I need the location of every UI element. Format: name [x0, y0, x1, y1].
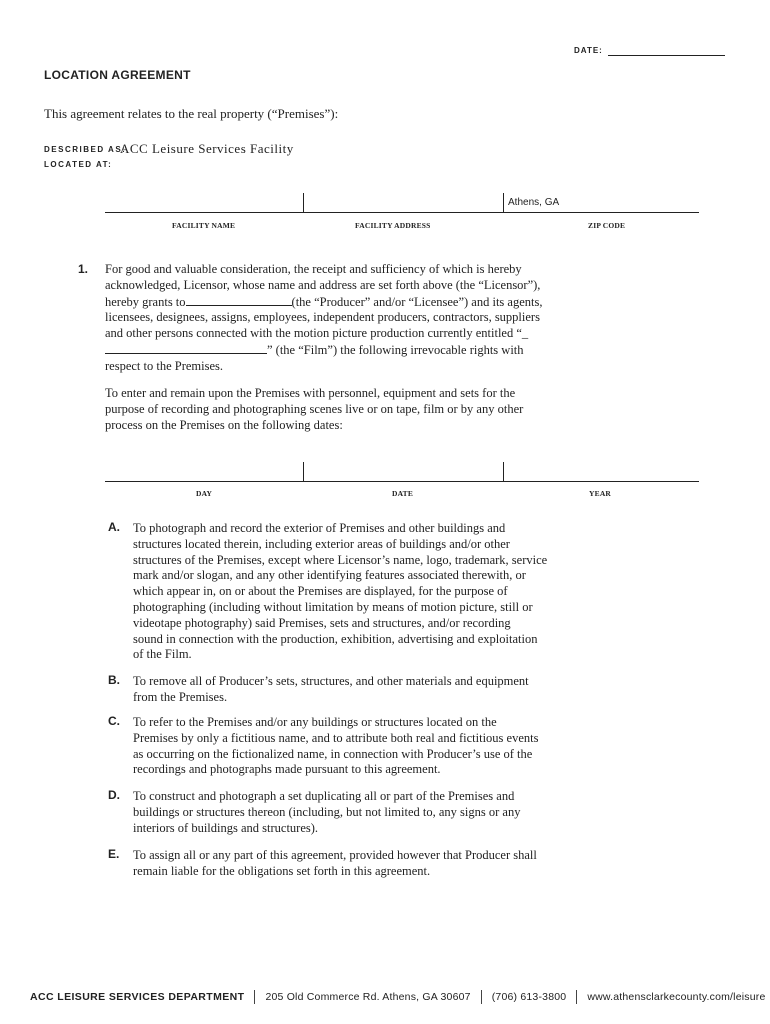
film-text: ” (the “Film”) the following irrevocable rights with [267, 342, 524, 357]
grants-text: hereby grants to [105, 294, 186, 309]
date-field-line[interactable] [608, 55, 725, 56]
item-line: To refer to the Premises and/or any buildings or structures located on the [133, 715, 497, 729]
paragraph-2-line: process on the Premises on the following dates: [105, 417, 343, 432]
zip-code-label: ZIP CODE [588, 221, 626, 230]
item-line: Premises by only a fictitious name, and to attribute both real and fictitious events [133, 730, 539, 745]
facility-city-value: Athens, GA [508, 197, 560, 208]
item-c-text [133, 715, 538, 778]
item-line: sound in connection with the production, exhibition, advertising and exploitation [133, 631, 538, 646]
producer-blank[interactable] [186, 294, 292, 306]
item-line: To remove all of Producer’s sets, structures, and other materials and equipment [133, 674, 529, 688]
footer [30, 990, 766, 1004]
footer-separator [254, 990, 255, 1004]
section-1-text [105, 262, 605, 375]
dates-line[interactable] [105, 481, 699, 482]
footer-address: 205 Old Commerce Rd. Athens, GA 30607 [265, 990, 471, 1003]
date-label: DATE: [574, 46, 603, 55]
item-line: To photograph and record the exterior of Premises and other buildings and [133, 521, 506, 535]
section-1-number: 1. [78, 262, 89, 276]
year-label: YEAR [589, 489, 612, 498]
item-line: recordings and photographs made pursuant to this agreement. [133, 762, 441, 777]
dates-divider-2 [503, 462, 504, 482]
item-a-letter: A. [108, 520, 120, 534]
item-line: photographing (including without limitation by means of motion picture, still or [133, 599, 533, 614]
footer-separator [481, 990, 482, 1004]
page-title: LOCATION AGREEMENT [44, 68, 191, 82]
facility-divider-2 [503, 193, 504, 213]
paragraph-2-line: To enter and remain upon the Premises with personnel, equipment and sets for the [105, 386, 516, 400]
item-line: mark and/or slogan, and any other identifying features associated therewith, or [133, 568, 526, 583]
item-line: videotape photography) said Premises, sets and structures, and/or recording [133, 615, 511, 630]
paragraph-2-line: purpose of recording and photographing scenes live or on tape, film or by any other [105, 401, 524, 416]
day-label: DAY [196, 489, 213, 498]
item-d-text [133, 789, 520, 836]
facility-address-label: FACILITY ADDRESS [355, 221, 431, 230]
section-1-line: acknowledged, Licensor, whose name and address are set forth above (the “Licensor”), [105, 277, 541, 292]
footer-separator [576, 990, 577, 1004]
item-line: To construct and photograph a set duplicating all or part of the Premises and [133, 789, 515, 803]
film-title-blank[interactable] [105, 342, 267, 354]
item-b-text [133, 674, 529, 706]
item-line: structures of the Premises, except where Licensor’s name, logo, trademark, service [133, 552, 548, 567]
item-line: which appear in, on or about the Premises are displayed, for the purpose of [133, 584, 508, 599]
footer-phone: (706) 613-3800 [491, 990, 567, 1003]
item-line: from the Premises. [133, 689, 228, 704]
section-1-line: and other persons connected with the motion picture production currently entitled “_ [105, 326, 529, 341]
item-line: To assign all or any part of this agreement, provided however that Producer shall [133, 848, 537, 862]
item-line: structures located therein, including exterior areas of buildings and/or other [133, 536, 510, 551]
item-line: buildings or structures thereon (including, but not limited to, any signs or any [133, 804, 521, 819]
footer-department: ACC LEISURE SERVICES DEPARTMENT [30, 990, 245, 1003]
facility-divider-1 [303, 193, 304, 213]
dates-divider-1 [303, 462, 304, 482]
producer-text: (the “Producer” and/or “Licensee”) and its agents, [291, 294, 543, 309]
intro-text: This agreement relates to the real property (“Premises”): [44, 106, 339, 121]
footer-website[interactable]: www.athensclarkecounty.com/leisure [587, 990, 766, 1003]
date-column-label: DATE [392, 489, 414, 498]
section-1-line: respect to the Premises. [105, 358, 224, 373]
facility-name-label: FACILITY NAME [172, 221, 236, 230]
item-line: as occurring on the fictionalized name, in connection with Producer’s use of the [133, 746, 533, 761]
section-1-line [105, 294, 605, 311]
item-line: interiors of buildings and structures). [133, 820, 319, 835]
facility-line[interactable] [105, 212, 699, 213]
section-1-line [105, 342, 605, 359]
described-as-value: ACC Leisure Services Facility [120, 141, 294, 156]
section-1-line: For good and valuable consideration, the receipt and sufficiency of which is hereby [105, 262, 522, 276]
item-c-letter: C. [108, 714, 120, 728]
item-line: of the Film. [133, 647, 192, 662]
described-as-label: DESCRIBED AS: [44, 145, 127, 154]
item-d-letter: D. [108, 788, 120, 802]
item-e-text [133, 848, 537, 880]
located-at-label: LOCATED AT: [44, 160, 113, 169]
section-1-line: licensees, designees, assigns, employees, independent producers, contractors, suppliers [105, 310, 540, 325]
item-b-letter: B. [108, 673, 120, 687]
item-line: remain liable for the obligations set forth in this agreement. [133, 863, 431, 878]
section-1-paragraph-2 [105, 386, 605, 433]
item-a-text [133, 521, 547, 663]
item-e-letter: E. [108, 847, 120, 861]
